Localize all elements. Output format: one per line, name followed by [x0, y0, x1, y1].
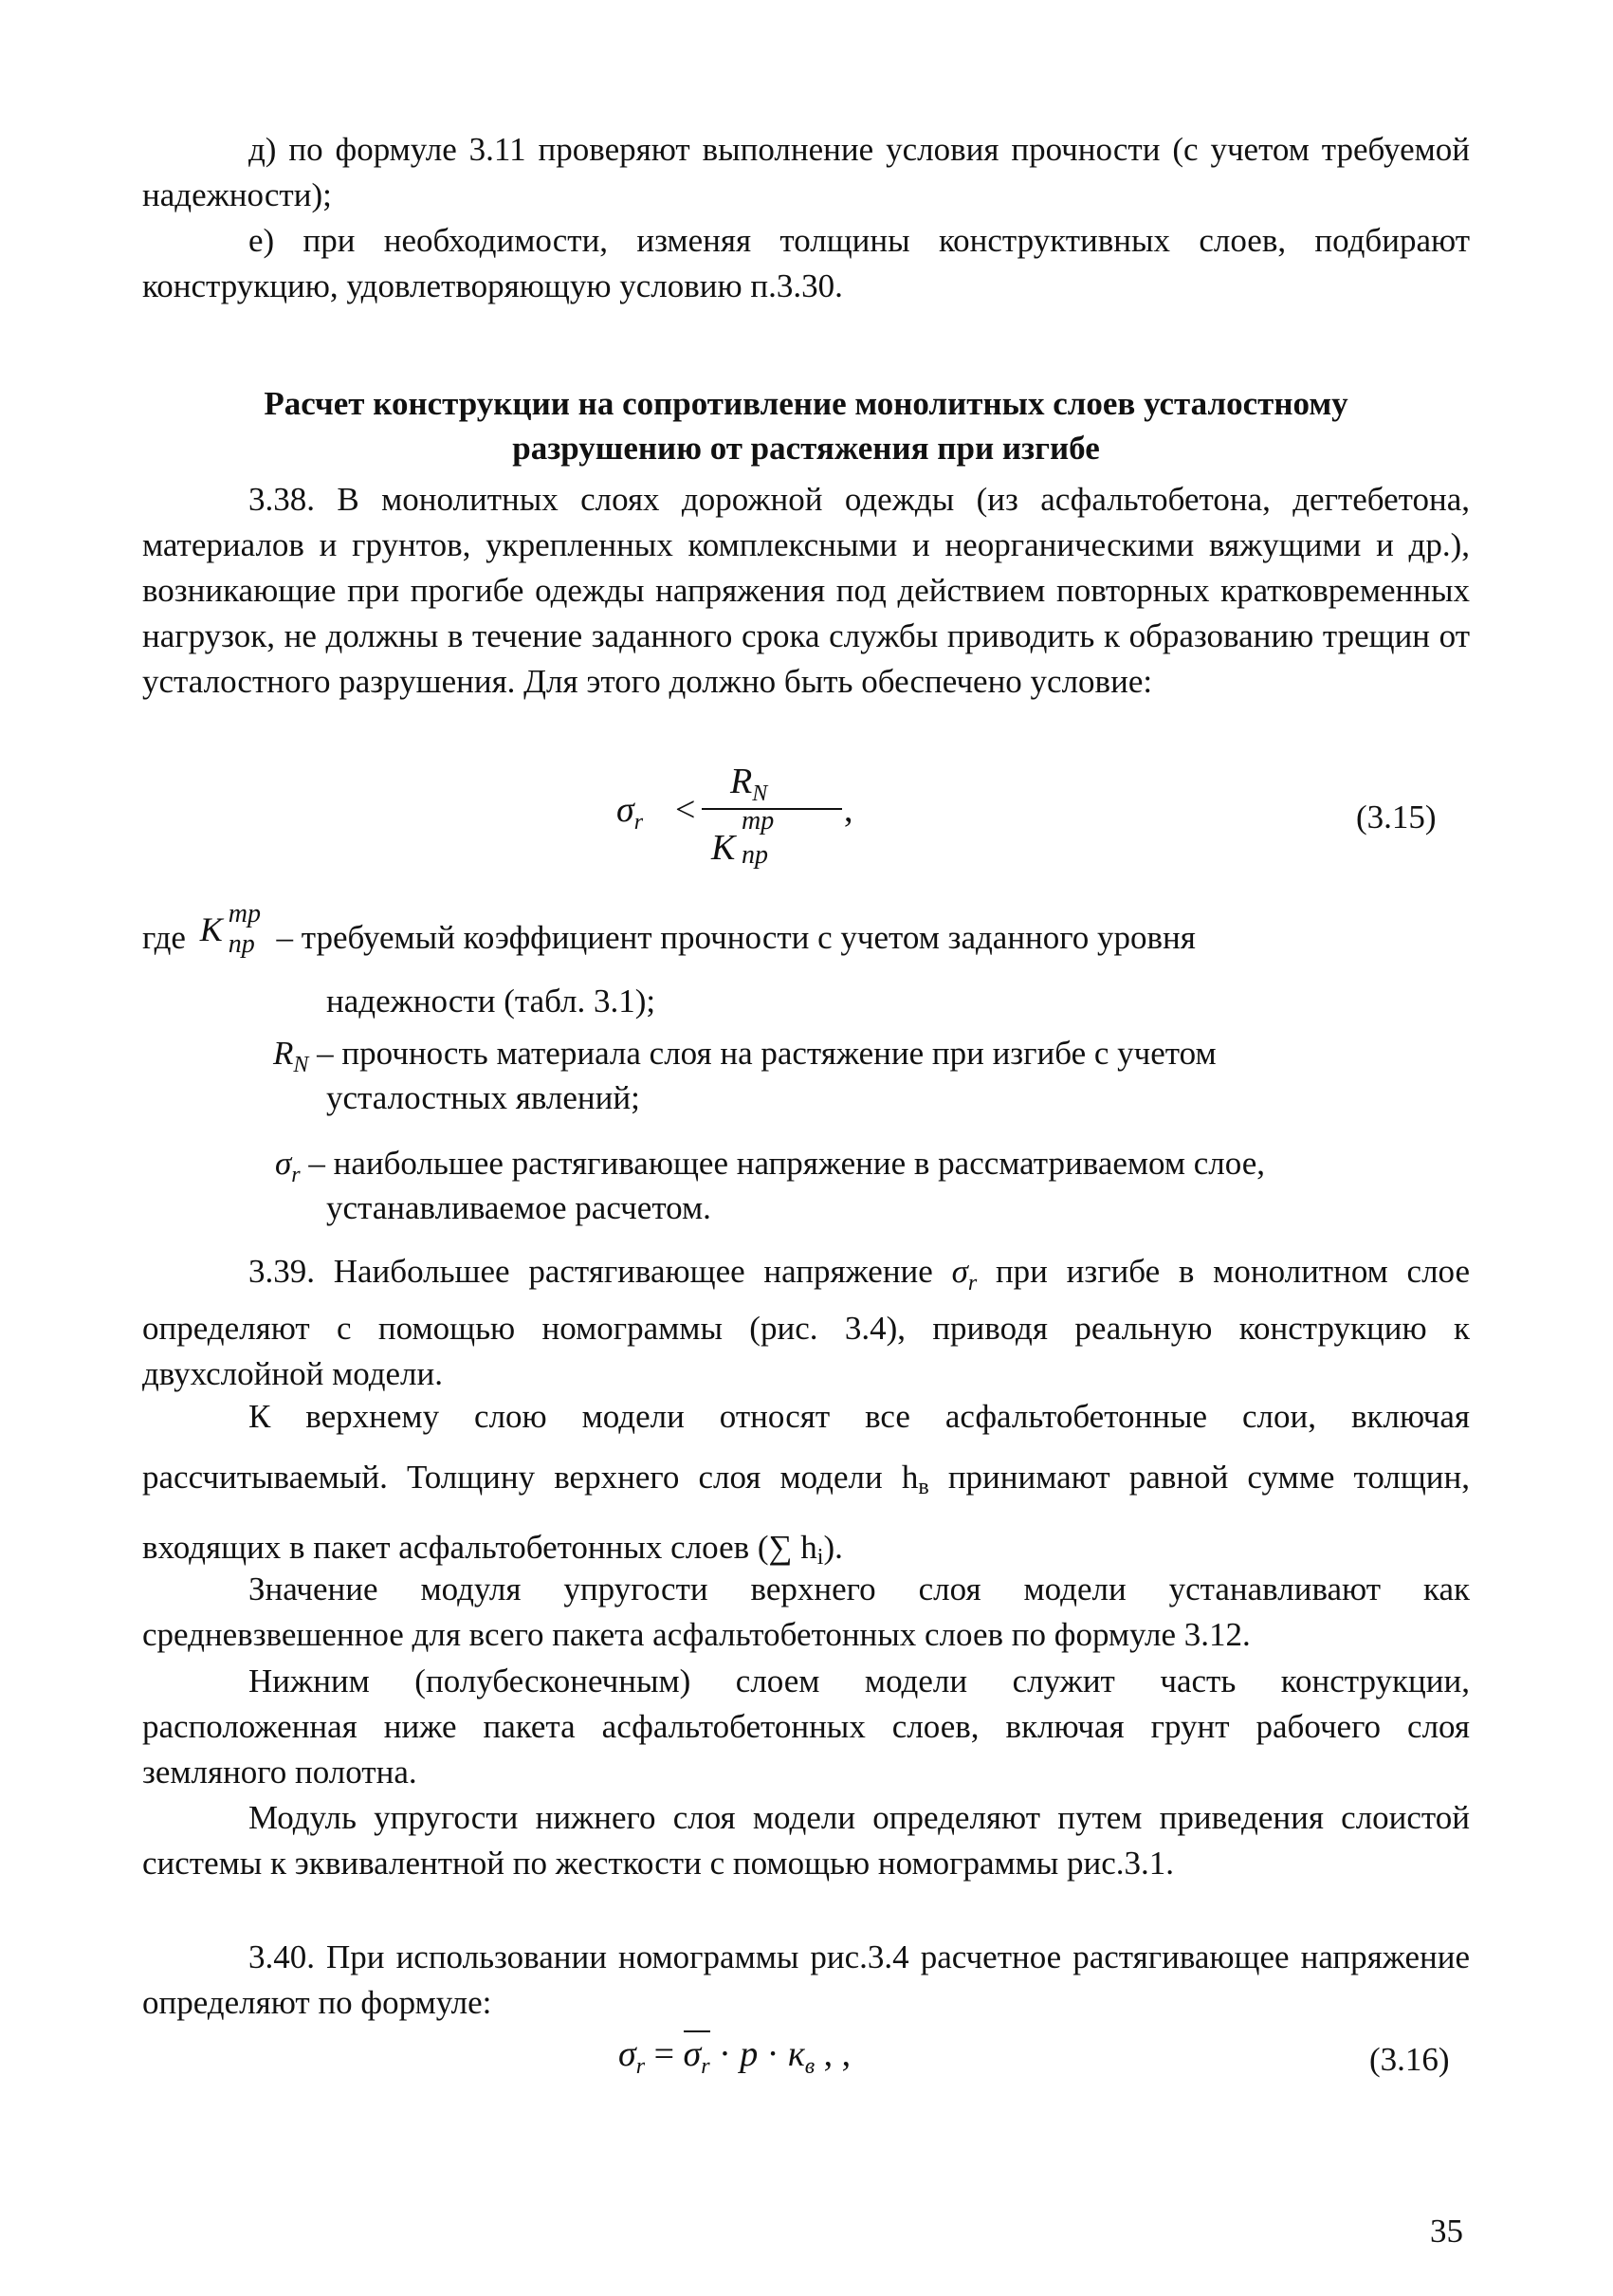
formula-3-16: $\sigma_r = \sigma_r \cdot p \cdot к_в$ , ,: [618, 2033, 851, 2080]
equation-number-3-15: (3.15): [1356, 799, 1437, 836]
section-heading-line2: разрушению от растяжения при изгибе: [512, 430, 1100, 467]
section-heading: [142, 381, 1470, 470]
paragraph-modulus-upper: Значение модуля упругости верхнего слоя модели устанавливают как средневзвешенное для всего пакета асфальтобетонных слоев по формуле 3.12.: [142, 1570, 1470, 1653]
formula-3-15-denominator: K тр пр: [711, 806, 775, 870]
page-number: 35: [1430, 2213, 1463, 2250]
where-line-k-2: надежности (табл. 3.1);: [326, 983, 656, 1019]
paragraph-upper-layer: К верхнему слою модели относят все асфальтобетонные слои, включая рассчитываемый. Толщину верхнего слоя модели hв принимают равной сумме толщин, входящих в пакет асфальтобетонных слоев (∑ hi).: [142, 1398, 1470, 1570]
section-heading-line1: Расчет конструкции на сопротивление монолитных слоев усталостному: [264, 385, 1348, 422]
where-line-sigma: $\sigma_r$ – наибольшее растягивающее напряжение в рассматриваемом слое,: [275, 1145, 1265, 1187]
formula-3-15: $\sigma_r$ < $R_N$ , K тр пр: [616, 762, 853, 870]
where-line-rn: $R_N$ – прочность материала слоя на растяжение при изгибе с учетом: [273, 1035, 1217, 1077]
formula-3-15-numerator: $R_N$: [730, 762, 768, 806]
paragraph-3-39: 3.39. Наибольшее растягивающее напряжение $\sigma_r$ при изгибе в монолитном слое определяют с помощью номограммы (рис. 3.4), приводя реальную конструкцию к двухслойной модели.: [142, 1253, 1471, 1392]
sigma-bar: $\sigma_r$: [684, 2030, 710, 2074]
paragraph-lower-layer: Нижним (полубесконечным) слоем модели служит часть конструкции, расположенная ниже пакета асфальтобетонных слоев, включая грунт рабочего слоя земляного полотна.: [142, 1662, 1470, 1791]
paragraph-e: е) при необходимости, изменяя толщины конструктивных слоев, подбирают конструкцию, удовлетворяющую условию п.3.30.: [142, 222, 1470, 304]
paragraph-3-38: 3.38. В монолитных слоях дорожной одежды (из асфальтобетона, дегтебетона, материалов и грунтов, укрепленных комплексными и неорганическими вяжущими и др.), возникающие при прогибе одежды напряжения под действием повторных кратковременных нагрузок, не должны в течение заданного срока службы приводить к образованию трещин от усталостного разрушения. Для этого должно быть обеспечено условие:: [142, 481, 1470, 700]
equation-number-3-16: (3.16): [1369, 2041, 1450, 2078]
where-line-sigma-2: устанавливаемое расчетом.: [326, 1189, 711, 1226]
k-symbol: K тр пр: [199, 899, 261, 959]
paragraph-modulus-lower: Модуль упругости нижнего слоя модели определяют путем приведения слоистой системы к эквивалентной по жесткости с помощью номограммы рис.3.1.: [142, 1799, 1470, 1882]
formula-3-15-lhs: σ: [616, 790, 634, 830]
paragraph-d: д) по формуле 3.11 проверяют выполнение условия прочности (с учетом требуемой надежности);: [142, 131, 1470, 213]
paragraph-3-40: 3.40. При использовании номограммы рис.3.4 расчетное растягивающее напряжение определяют по формуле:: [142, 1938, 1470, 2021]
where-line-k: где K тр пр – требуемый коэффициент прочности с учетом заданного уровня: [142, 899, 1196, 959]
where-line-rn-2: усталостных явлений;: [326, 1079, 640, 1116]
